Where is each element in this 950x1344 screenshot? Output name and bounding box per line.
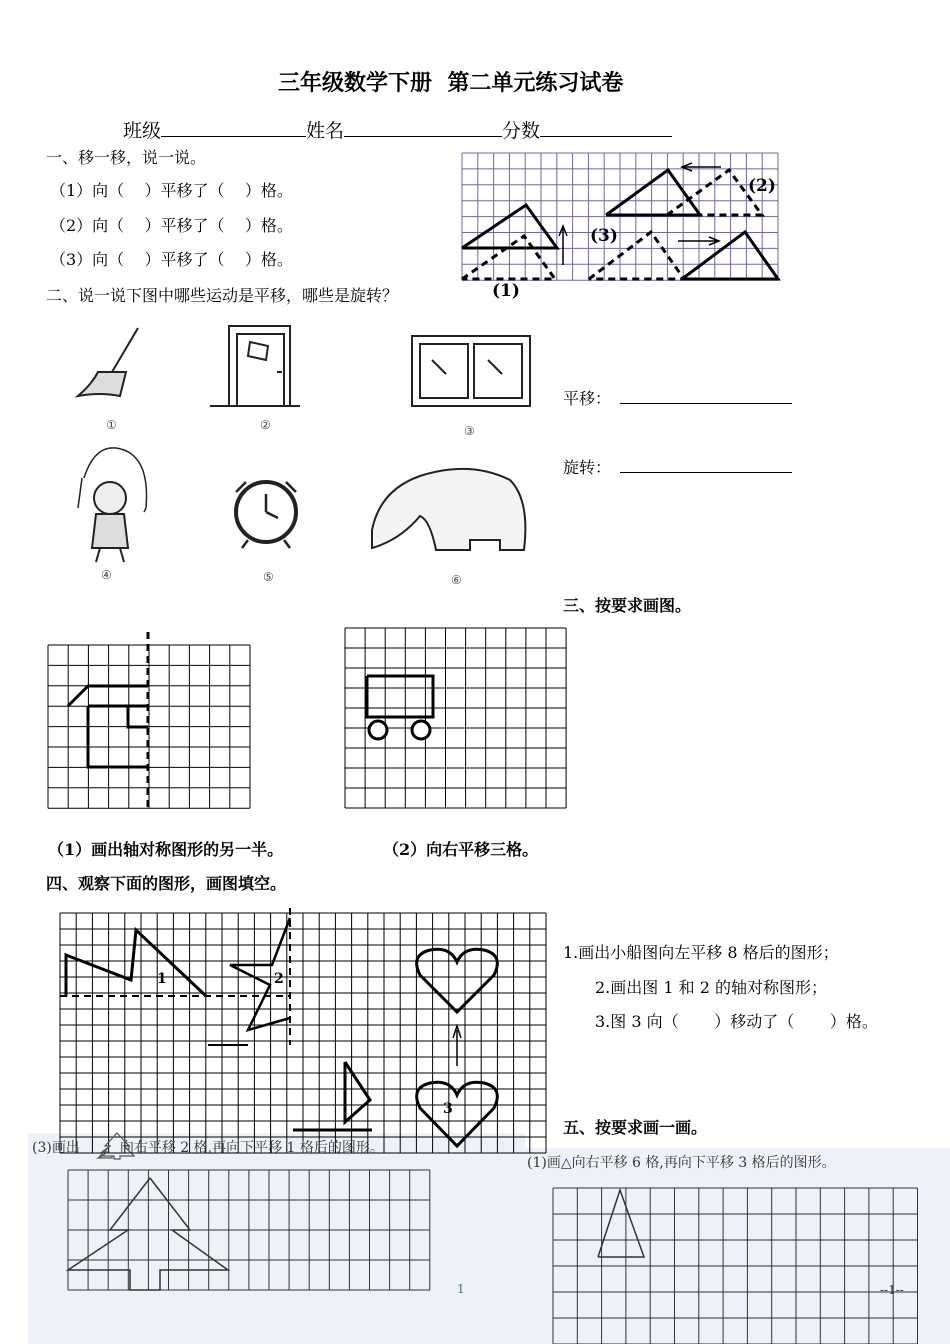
score-field[interactable] [540, 136, 672, 137]
door-icon [210, 326, 300, 406]
section1-item: （3）向（ ）平移了（ ）格。 [50, 250, 293, 269]
arrow-up-icon [453, 1026, 461, 1066]
section1-heading: 一、移一移，说一说。 [46, 148, 207, 167]
section4-task: 2.画出图 1 和 2 的轴对称图形； [595, 978, 827, 997]
section5-task3 [32, 1137, 384, 1157]
pic-num: ① [106, 418, 117, 432]
window-icon [412, 336, 530, 406]
figure-1 [66, 930, 206, 996]
cart-wheel [412, 721, 430, 739]
fig4-label-3: 3 [443, 1101, 453, 1117]
section1-item: （2）向（ ）平移了（ ）格。 [50, 216, 293, 235]
boat-sail [345, 1062, 370, 1122]
translation-answer-field[interactable] [620, 403, 792, 404]
section3-caption-1: （1）画出轴对称图形的另一半。 [48, 840, 284, 859]
section4-task: 1.画出小船图向左平移 8 格后的图形； [563, 943, 839, 962]
pic-num: ⑥ [451, 573, 462, 587]
name-field[interactable] [344, 136, 502, 137]
pic-num: ② [260, 418, 271, 432]
section3-caption-2: （2）向右平移三格。 [383, 840, 539, 859]
pic-num: ③ [464, 424, 475, 438]
page-title: 三年级数学下册 第二单元练习试卷 [278, 70, 624, 96]
shape-half [68, 686, 148, 706]
fig4-label-1: 1 [157, 971, 167, 987]
broom-icon [78, 328, 138, 396]
girl-body-icon [92, 514, 128, 562]
section5-heading: 五、按要求画一画。 [563, 1118, 708, 1137]
arrow-up-icon [559, 226, 567, 265]
cart-body [367, 676, 433, 717]
shape-half [88, 706, 148, 767]
fig-label-3: (3) [590, 226, 618, 246]
fig4-label-2: 2 [274, 971, 284, 987]
class-label: 班级 [123, 120, 162, 142]
section4-heading: 四、观察下面的图形，画图填空。 [46, 874, 287, 893]
translation-label: 平移： [563, 389, 612, 408]
info-line [123, 116, 672, 143]
name-label: 姓名 [306, 120, 345, 142]
section5-task1: (1)画△向右平移 6 格,再向下平移 3 格后的图形。 [527, 1155, 836, 1171]
fig-label-1: (1) [492, 281, 520, 301]
heart-top [417, 949, 498, 1012]
task3-suffix: 向右平移 2 格,再向下平移 1 格后的图形。 [119, 1140, 384, 1156]
pic-num: ⑤ [263, 570, 274, 584]
cart-wheel [369, 721, 387, 739]
triangle-3 [682, 232, 778, 279]
rotation-label: 旋转： [563, 458, 612, 477]
section1-item: （1）向（ ）平移了（ ）格。 [50, 181, 293, 200]
fig-label-2: (2) [748, 176, 776, 196]
girl-head-icon [94, 482, 126, 514]
task3-prefix: (3)画出 [32, 1140, 80, 1156]
pic-num: ④ [101, 568, 112, 582]
elephant-slide-icon [372, 469, 525, 550]
section4-task: 3.图 3 向（ ）移动了（ ）格。 [595, 1012, 878, 1031]
grid-triangle [553, 1188, 918, 1344]
page-number-right: --1-- [880, 1283, 904, 1297]
heart-3 [417, 1082, 498, 1146]
class-field[interactable] [161, 136, 306, 137]
section2-heading: 二、说一说下图中哪些运动是平移，哪些是旋转？ [46, 286, 399, 305]
shape-half [128, 706, 148, 727]
score-label: 分数 [502, 120, 541, 142]
section3-heading: 三、按要求画图。 [563, 596, 692, 615]
page-number-center: 1 [457, 1282, 465, 1296]
triangle-shape [598, 1190, 644, 1257]
rotation-answer-field[interactable] [620, 472, 792, 473]
